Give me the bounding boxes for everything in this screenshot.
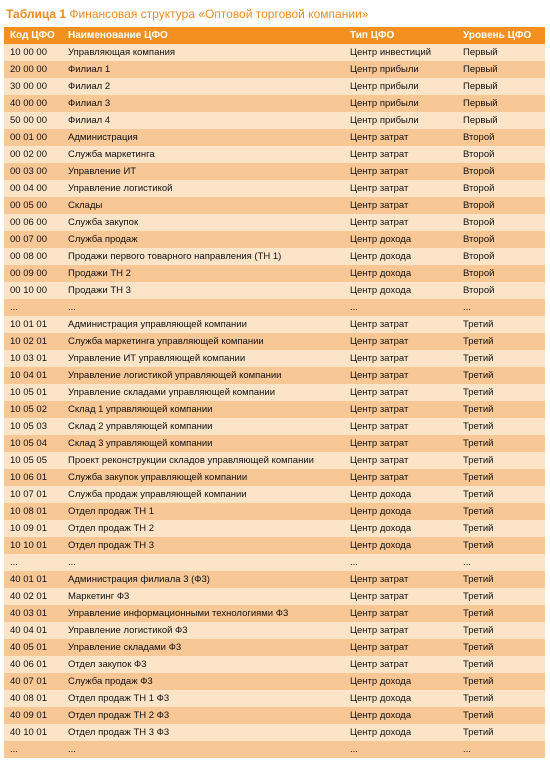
cell-type: Центр затрат xyxy=(344,180,457,197)
table-row xyxy=(4,537,545,554)
cell-level: Второй xyxy=(457,214,545,231)
table-row xyxy=(4,401,545,418)
cell-type: Центр прибыли xyxy=(344,95,457,112)
cell-code: 20 00 00 xyxy=(4,61,62,78)
cell-code: 40 06 01 xyxy=(4,656,62,673)
cell-level: Третий xyxy=(457,639,545,656)
cell-level: Третий xyxy=(457,316,545,333)
cell-name: Склад 1 управляющей компании xyxy=(62,401,344,418)
cell-level: Второй xyxy=(457,146,545,163)
cell-code: 10 09 01 xyxy=(4,520,62,537)
cell-type: Центр инвестиций xyxy=(344,44,457,61)
cell-code: 40 01 01 xyxy=(4,571,62,588)
table-row xyxy=(4,112,545,129)
table-row xyxy=(4,622,545,639)
cell-type: Центр затрат xyxy=(344,129,457,146)
cell-name: Отдел продаж ТН 2 Ф3 xyxy=(62,707,344,724)
table-row xyxy=(4,248,545,265)
cell-code: 00 03 00 xyxy=(4,163,62,180)
cell-type: Центр затрат xyxy=(344,146,457,163)
cell-name: ... xyxy=(62,554,344,571)
cell-level: Второй xyxy=(457,248,545,265)
table-row xyxy=(4,520,545,537)
cell-level: Второй xyxy=(457,231,545,248)
table-row xyxy=(4,282,545,299)
table-row xyxy=(4,435,545,452)
cell-code: 00 02 00 xyxy=(4,146,62,163)
cell-code: 10 05 02 xyxy=(4,401,62,418)
table-row xyxy=(4,163,545,180)
cell-type: Центр дохода xyxy=(344,486,457,503)
table-row xyxy=(4,690,545,707)
cell-code: 10 05 04 xyxy=(4,435,62,452)
table-row xyxy=(4,588,545,605)
cell-type: Центр дохода xyxy=(344,520,457,537)
cell-level: Первый xyxy=(457,44,545,61)
cell-name: Склад 3 управляющей компании xyxy=(62,435,344,452)
header-type: Тип ЦФО xyxy=(344,27,457,44)
table-header-row xyxy=(4,27,545,44)
cell-type: ... xyxy=(344,554,457,571)
cell-name: Отдел продаж ТН 1 Ф3 xyxy=(62,690,344,707)
cell-name: Продажи ТН 2 xyxy=(62,265,344,282)
cell-name: Управление ИТ управляющей компании xyxy=(62,350,344,367)
table-row xyxy=(4,61,545,78)
cell-code: 10 02 01 xyxy=(4,333,62,350)
cell-name: Продажи первого товарного направления (ТН 1) xyxy=(62,248,344,265)
cell-type: Центр прибыли xyxy=(344,112,457,129)
header-level: Уровень ЦФО xyxy=(457,27,545,44)
header-name: Наименование ЦФО xyxy=(62,27,344,44)
cell-level: Второй xyxy=(457,197,545,214)
cell-code: 10 01 01 xyxy=(4,316,62,333)
cell-type: Центр затрат xyxy=(344,605,457,622)
cell-type: Центр дохода xyxy=(344,265,457,282)
cell-code: 10 05 03 xyxy=(4,418,62,435)
cell-name: Управление ИТ xyxy=(62,163,344,180)
cell-type: Центр затрат xyxy=(344,401,457,418)
cell-level: Третий xyxy=(457,724,545,741)
cell-type: ... xyxy=(344,741,457,758)
cell-code: 10 00 00 xyxy=(4,44,62,61)
cell-type: Центр затрат xyxy=(344,656,457,673)
table-row xyxy=(4,95,545,112)
cell-level: Третий xyxy=(457,503,545,520)
cell-name: ... xyxy=(62,741,344,758)
cell-name: Управление складами управляющей компании xyxy=(62,384,344,401)
cell-level: Третий xyxy=(457,605,545,622)
table-row xyxy=(4,486,545,503)
table-row xyxy=(4,316,545,333)
table-row xyxy=(4,129,545,146)
cell-code: 00 05 00 xyxy=(4,197,62,214)
cell-name: Продажи ТН 3 xyxy=(62,282,344,299)
cell-level: Третий xyxy=(457,673,545,690)
cell-code: 00 06 00 xyxy=(4,214,62,231)
table-row xyxy=(4,452,545,469)
cell-name: Администрация управляющей компании xyxy=(62,316,344,333)
cell-level: Второй xyxy=(457,129,545,146)
table-row xyxy=(4,265,545,282)
cell-type: Центр затрат xyxy=(344,163,457,180)
cell-level: Третий xyxy=(457,469,545,486)
cell-code: 00 07 00 xyxy=(4,231,62,248)
cell-name: Склад 2 управляющей компании xyxy=(62,418,344,435)
cell-level: ... xyxy=(457,741,545,758)
cell-name: Администрация xyxy=(62,129,344,146)
financial-structure-table xyxy=(4,27,545,758)
cell-name: Отдел продаж ТН 1 xyxy=(62,503,344,520)
cell-code: 00 09 00 xyxy=(4,265,62,282)
table-row xyxy=(4,724,545,741)
cell-level: Третий xyxy=(457,486,545,503)
cell-code: 50 00 00 xyxy=(4,112,62,129)
table-row xyxy=(4,197,545,214)
cell-name: Служба маркетинга управляющей компании xyxy=(62,333,344,350)
cell-type: Центр затрат xyxy=(344,197,457,214)
cell-code: 40 02 01 xyxy=(4,588,62,605)
table-row xyxy=(4,333,545,350)
cell-type: Центр дохода xyxy=(344,231,457,248)
table-caption-text: Финансовая структура «Оптовой торговой компании» xyxy=(66,7,369,21)
cell-level: Третий xyxy=(457,435,545,452)
cell-level: Третий xyxy=(457,656,545,673)
cell-code: 00 04 00 xyxy=(4,180,62,197)
cell-name: Филиал 4 xyxy=(62,112,344,129)
cell-type: Центр затрат xyxy=(344,367,457,384)
cell-code: 10 03 01 xyxy=(4,350,62,367)
cell-code: 10 08 01 xyxy=(4,503,62,520)
cell-type: Центр дохода xyxy=(344,282,457,299)
table-row xyxy=(4,418,545,435)
cell-code: 10 10 01 xyxy=(4,537,62,554)
cell-type: Центр затрат xyxy=(344,639,457,656)
cell-level: Третий xyxy=(457,418,545,435)
cell-code: 00 10 00 xyxy=(4,282,62,299)
table-row xyxy=(4,214,545,231)
table-row xyxy=(4,384,545,401)
table-row xyxy=(4,350,545,367)
cell-type: Центр затрат xyxy=(344,316,457,333)
cell-level: Третий xyxy=(457,333,545,350)
cell-level: Первый xyxy=(457,61,545,78)
cell-level: Третий xyxy=(457,401,545,418)
cell-name: Управление логистикой Ф3 xyxy=(62,622,344,639)
cell-code: 40 09 01 xyxy=(4,707,62,724)
table-row xyxy=(4,180,545,197)
cell-name: Управление складами Ф3 xyxy=(62,639,344,656)
cell-code: 10 07 01 xyxy=(4,486,62,503)
table-row xyxy=(4,656,545,673)
cell-name: Проект реконструкции складов управляющей компании xyxy=(62,452,344,469)
cell-name: Управление информационными технологиями Ф3 xyxy=(62,605,344,622)
cell-type: ... xyxy=(344,299,457,316)
cell-type: Центр затрат xyxy=(344,350,457,367)
cell-type: Центр затрат xyxy=(344,384,457,401)
cell-type: Центр дохода xyxy=(344,537,457,554)
cell-code: ... xyxy=(4,299,62,316)
cell-name: Маркетинг Ф3 xyxy=(62,588,344,605)
table-row xyxy=(4,741,545,758)
cell-type: Центр дохода xyxy=(344,248,457,265)
table-row xyxy=(4,44,545,61)
cell-name: Служба продаж Ф3 xyxy=(62,673,344,690)
cell-name: Администрация филиала 3 (Ф3) xyxy=(62,571,344,588)
cell-level: Третий xyxy=(457,367,545,384)
table-row xyxy=(4,605,545,622)
cell-name: Служба маркетинга xyxy=(62,146,344,163)
cell-level: Третий xyxy=(457,384,545,401)
cell-level: Второй xyxy=(457,163,545,180)
cell-code: 40 08 01 xyxy=(4,690,62,707)
cell-name: Служба продаж xyxy=(62,231,344,248)
cell-level: ... xyxy=(457,299,545,316)
cell-level: Третий xyxy=(457,690,545,707)
cell-code: 00 01 00 xyxy=(4,129,62,146)
cell-code: ... xyxy=(4,741,62,758)
table-row xyxy=(4,231,545,248)
table-row xyxy=(4,639,545,656)
cell-level: Второй xyxy=(457,180,545,197)
cell-level: Второй xyxy=(457,265,545,282)
cell-code: 40 03 01 xyxy=(4,605,62,622)
cell-name: Филиал 2 xyxy=(62,78,344,95)
cell-name: Управление логистикой управляющей компании xyxy=(62,367,344,384)
cell-type: Центр дохода xyxy=(344,673,457,690)
cell-type: Центр затрат xyxy=(344,588,457,605)
cell-code: 30 00 00 xyxy=(4,78,62,95)
table-row xyxy=(4,503,545,520)
cell-type: Центр затрат xyxy=(344,333,457,350)
cell-level: Второй xyxy=(457,282,545,299)
table-row xyxy=(4,146,545,163)
cell-type: Центр дохода xyxy=(344,690,457,707)
cell-type: Центр прибыли xyxy=(344,61,457,78)
cell-type: Центр прибыли xyxy=(344,78,457,95)
table-row xyxy=(4,571,545,588)
cell-level: Первый xyxy=(457,95,545,112)
cell-code: 40 04 01 xyxy=(4,622,62,639)
cell-name: Управляющая компания xyxy=(62,44,344,61)
cell-type: Центр дохода xyxy=(344,503,457,520)
cell-type: Центр затрат xyxy=(344,435,457,452)
cell-name: Служба продаж управляющей компании xyxy=(62,486,344,503)
cell-level: Третий xyxy=(457,707,545,724)
cell-name: Отдел продаж ТН 3 Ф3 xyxy=(62,724,344,741)
cell-level: Первый xyxy=(457,112,545,129)
cell-code: 40 07 01 xyxy=(4,673,62,690)
cell-level: ... xyxy=(457,554,545,571)
cell-code: 10 05 05 xyxy=(4,452,62,469)
table-caption-lead: Таблица 1 xyxy=(6,7,67,21)
cell-code: 40 10 01 xyxy=(4,724,62,741)
cell-type: Центр затрат xyxy=(344,214,457,231)
cell-name: Управление логистикой xyxy=(62,180,344,197)
cell-code: 00 08 00 xyxy=(4,248,62,265)
cell-level: Третий xyxy=(457,537,545,554)
cell-code: 10 04 01 xyxy=(4,367,62,384)
cell-name: ... xyxy=(62,299,344,316)
cell-name: Отдел закупок Ф3 xyxy=(62,656,344,673)
cell-type: Центр затрат xyxy=(344,452,457,469)
cell-type: Центр дохода xyxy=(344,724,457,741)
cell-name: Служба закупок управляющей компании xyxy=(62,469,344,486)
cell-level: Третий xyxy=(457,520,545,537)
cell-level: Третий xyxy=(457,452,545,469)
table-row xyxy=(4,299,545,316)
table-row xyxy=(4,707,545,724)
table-row xyxy=(4,469,545,486)
cell-level: Третий xyxy=(457,622,545,639)
cell-level: Третий xyxy=(457,588,545,605)
cell-name: Служба закупок xyxy=(62,214,344,231)
cell-name: Филиал 3 xyxy=(62,95,344,112)
cell-type: Центр затрат xyxy=(344,469,457,486)
cell-name: Склады xyxy=(62,197,344,214)
cell-name: Отдел продаж ТН 3 xyxy=(62,537,344,554)
cell-type: Центр затрат xyxy=(344,571,457,588)
table-caption xyxy=(6,5,368,23)
header-code: Код ЦФО xyxy=(4,27,62,44)
table-body xyxy=(4,44,545,758)
table-row xyxy=(4,367,545,384)
cell-code: 40 05 01 xyxy=(4,639,62,656)
cell-level: Третий xyxy=(457,350,545,367)
table-row xyxy=(4,78,545,95)
cell-name: Отдел продаж ТН 2 xyxy=(62,520,344,537)
cell-type: Центр затрат xyxy=(344,418,457,435)
table-row xyxy=(4,673,545,690)
cell-name: Филиал 1 xyxy=(62,61,344,78)
cell-level: Третий xyxy=(457,571,545,588)
cell-type: Центр затрат xyxy=(344,622,457,639)
cell-code: ... xyxy=(4,554,62,571)
cell-code: 10 06 01 xyxy=(4,469,62,486)
cell-type: Центр дохода xyxy=(344,707,457,724)
cell-code: 10 05 01 xyxy=(4,384,62,401)
cell-code: 40 00 00 xyxy=(4,95,62,112)
table-row xyxy=(4,554,545,571)
cell-level: Первый xyxy=(457,78,545,95)
